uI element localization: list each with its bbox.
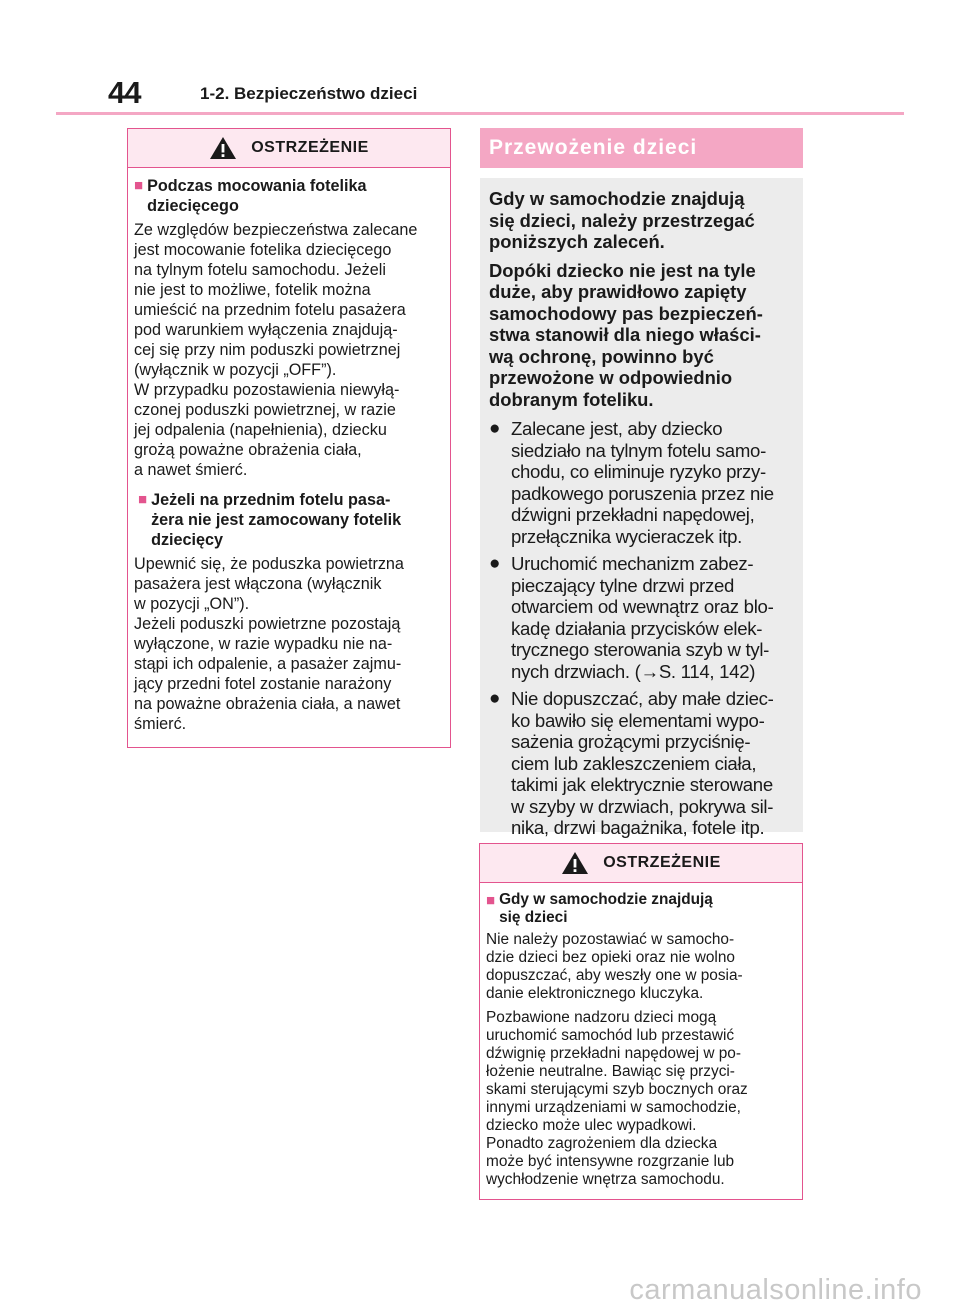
watermark: carmanualsonline.info [629,1274,922,1306]
square-bullet-icon: ■ [486,892,496,909]
warning-paragraph: Ze względów bezpieczeństwa zalecane jest mocowanie fotelika dziecięcego na tylnym fotelu samochodu. Jeżeli nie jest to możliwe, fotelik można umieścić na przednim fotelu pasażera pod warunkiem wyłączenia znajdują- cej się przy nim poduszki powietrznej (wyłącznik w pozycji „OFF”). W przypadku pozostawienia niewyłą- czonej poduszki powietrznej, w razie jej odpalenia (napełnienia), dziecku grożą poważne obrażenia ciała, a nawet śmierć. [134,221,418,479]
square-bullet-icon: ■ [134,177,144,194]
warning-triangle-icon [209,136,237,160]
bullet-list [489,418,795,839]
square-bullet-icon: ■ [138,491,148,508]
page-header [0,0,960,120]
lead-paragraph: Gdy w samochodzie znajdują się dzieci, należy przestrzegać poniższych zaleceń. [489,188,755,252]
list-item [489,553,795,682]
page-number: 44 [108,75,141,110]
lead-paragraph: Dopóki dziecko nie jest na tyle duże, aby prawidłowo zapięty samochodowy pas bezpieczeń- stwa stanowił dla niego właści- wą ochronę, powinno być przewożone w odpowiednio dobranym foteliku. [489,259,763,410]
header-rule [56,112,904,115]
subheading-text: Podczas mocowania fotelika dziecięcego [147,177,367,215]
section-banner-title: Przewożenie dzieci [489,136,698,159]
list-item-text: Nie dopuszczać, aby małe dziec- ko bawiło się elementami wypo- sażenia grożącymi przyciśnię- ciem lub zakleszczeniem ciała, takimi jak elektrycznie sterowane w szyby w drzwiach, pokrywa sil- nika, drzwi bagażnika, fotele itp. [511,688,774,838]
subheading-text: Jeżeli na przednim fotelu pasa- żera nie jest zamocowany fotelik dziecięcy [151,491,402,549]
warning-paragraph: Upewnić się, że poduszka powietrzna pasażera jest włączona (wyłącznik w pozycji „ON”). Jeżeli poduszki powietrzne pozostają wyłączone, w razie wypadku nie na- stąpi ich odpalenie, a pasażer zajmu- jący przedni fotel zostanie narażony na poważne obrażenia ciała, a nawet śmierć. [134,555,404,733]
warning-paragraph: Pozbawione nadzoru dzieci mogą uruchomić samochód lub przestawić dźwignię przekładni napędowej w po- łożenie neutralne. Bawiąc się przyci- skami sterującymi szyb bocznych oraz innymi urządzeniami w samochodzie, dziecko może ulec wypadkowi. Ponadto zagrożeniem dla dziecka może być intensywne rozgrzanie lub wychłodzenie wnętrza samochodu. [486,1009,748,1188]
warning-subheading [134,490,444,550]
warning-paragraph: Nie należy pozostawiać w samocho- dzie dzieci bez opieki oraz nie wolno dopuszczać, aby weszły one w posia- danie elektronicznego kluczyka. [486,931,743,1002]
warning-box-right [479,843,803,1200]
list-item-text: Zalecane jest, aby dziecko siedziało na tylnym fotelu samo- chodu, co eliminuje ryzyko przy- padkowego poruszenia przez nie dźwigni przekładni napędowej, przełącznika wycieraczek itp. [511,418,774,547]
bullet-dot-icon: ● [489,418,501,439]
bullet-dot-icon: ● [489,553,501,574]
warning-body [128,168,450,748]
warning-subheading [134,176,444,216]
warning-box-left [127,128,451,748]
section-banner [480,128,803,168]
warning-title: OSTRZEŻENIE [603,854,721,871]
warning-title: OSTRZEŻENIE [251,139,369,156]
list-item [489,418,795,547]
section-title: 1-2. Bezpieczeństwo dzieci [200,84,418,103]
warning-subheading [486,891,796,927]
list-item-text: Uruchomić mechanizm zabez- pieczający tylne drzwi przed otwarciem od wewnątrz oraz blo- kadę działania przycisków elek- trycznego sterowania szyb w tyl- nych drzwiach. (→S. 114, 142) [511,553,774,682]
warning-body [480,883,802,1203]
warning-header [128,129,450,168]
warning-header [480,844,802,883]
list-item [489,688,795,839]
info-panel [480,178,803,838]
subheading-text: Gdy w samochodzie znajdują się dzieci [499,891,713,926]
bullet-dot-icon: ● [489,688,501,709]
warning-triangle-icon [561,851,589,875]
